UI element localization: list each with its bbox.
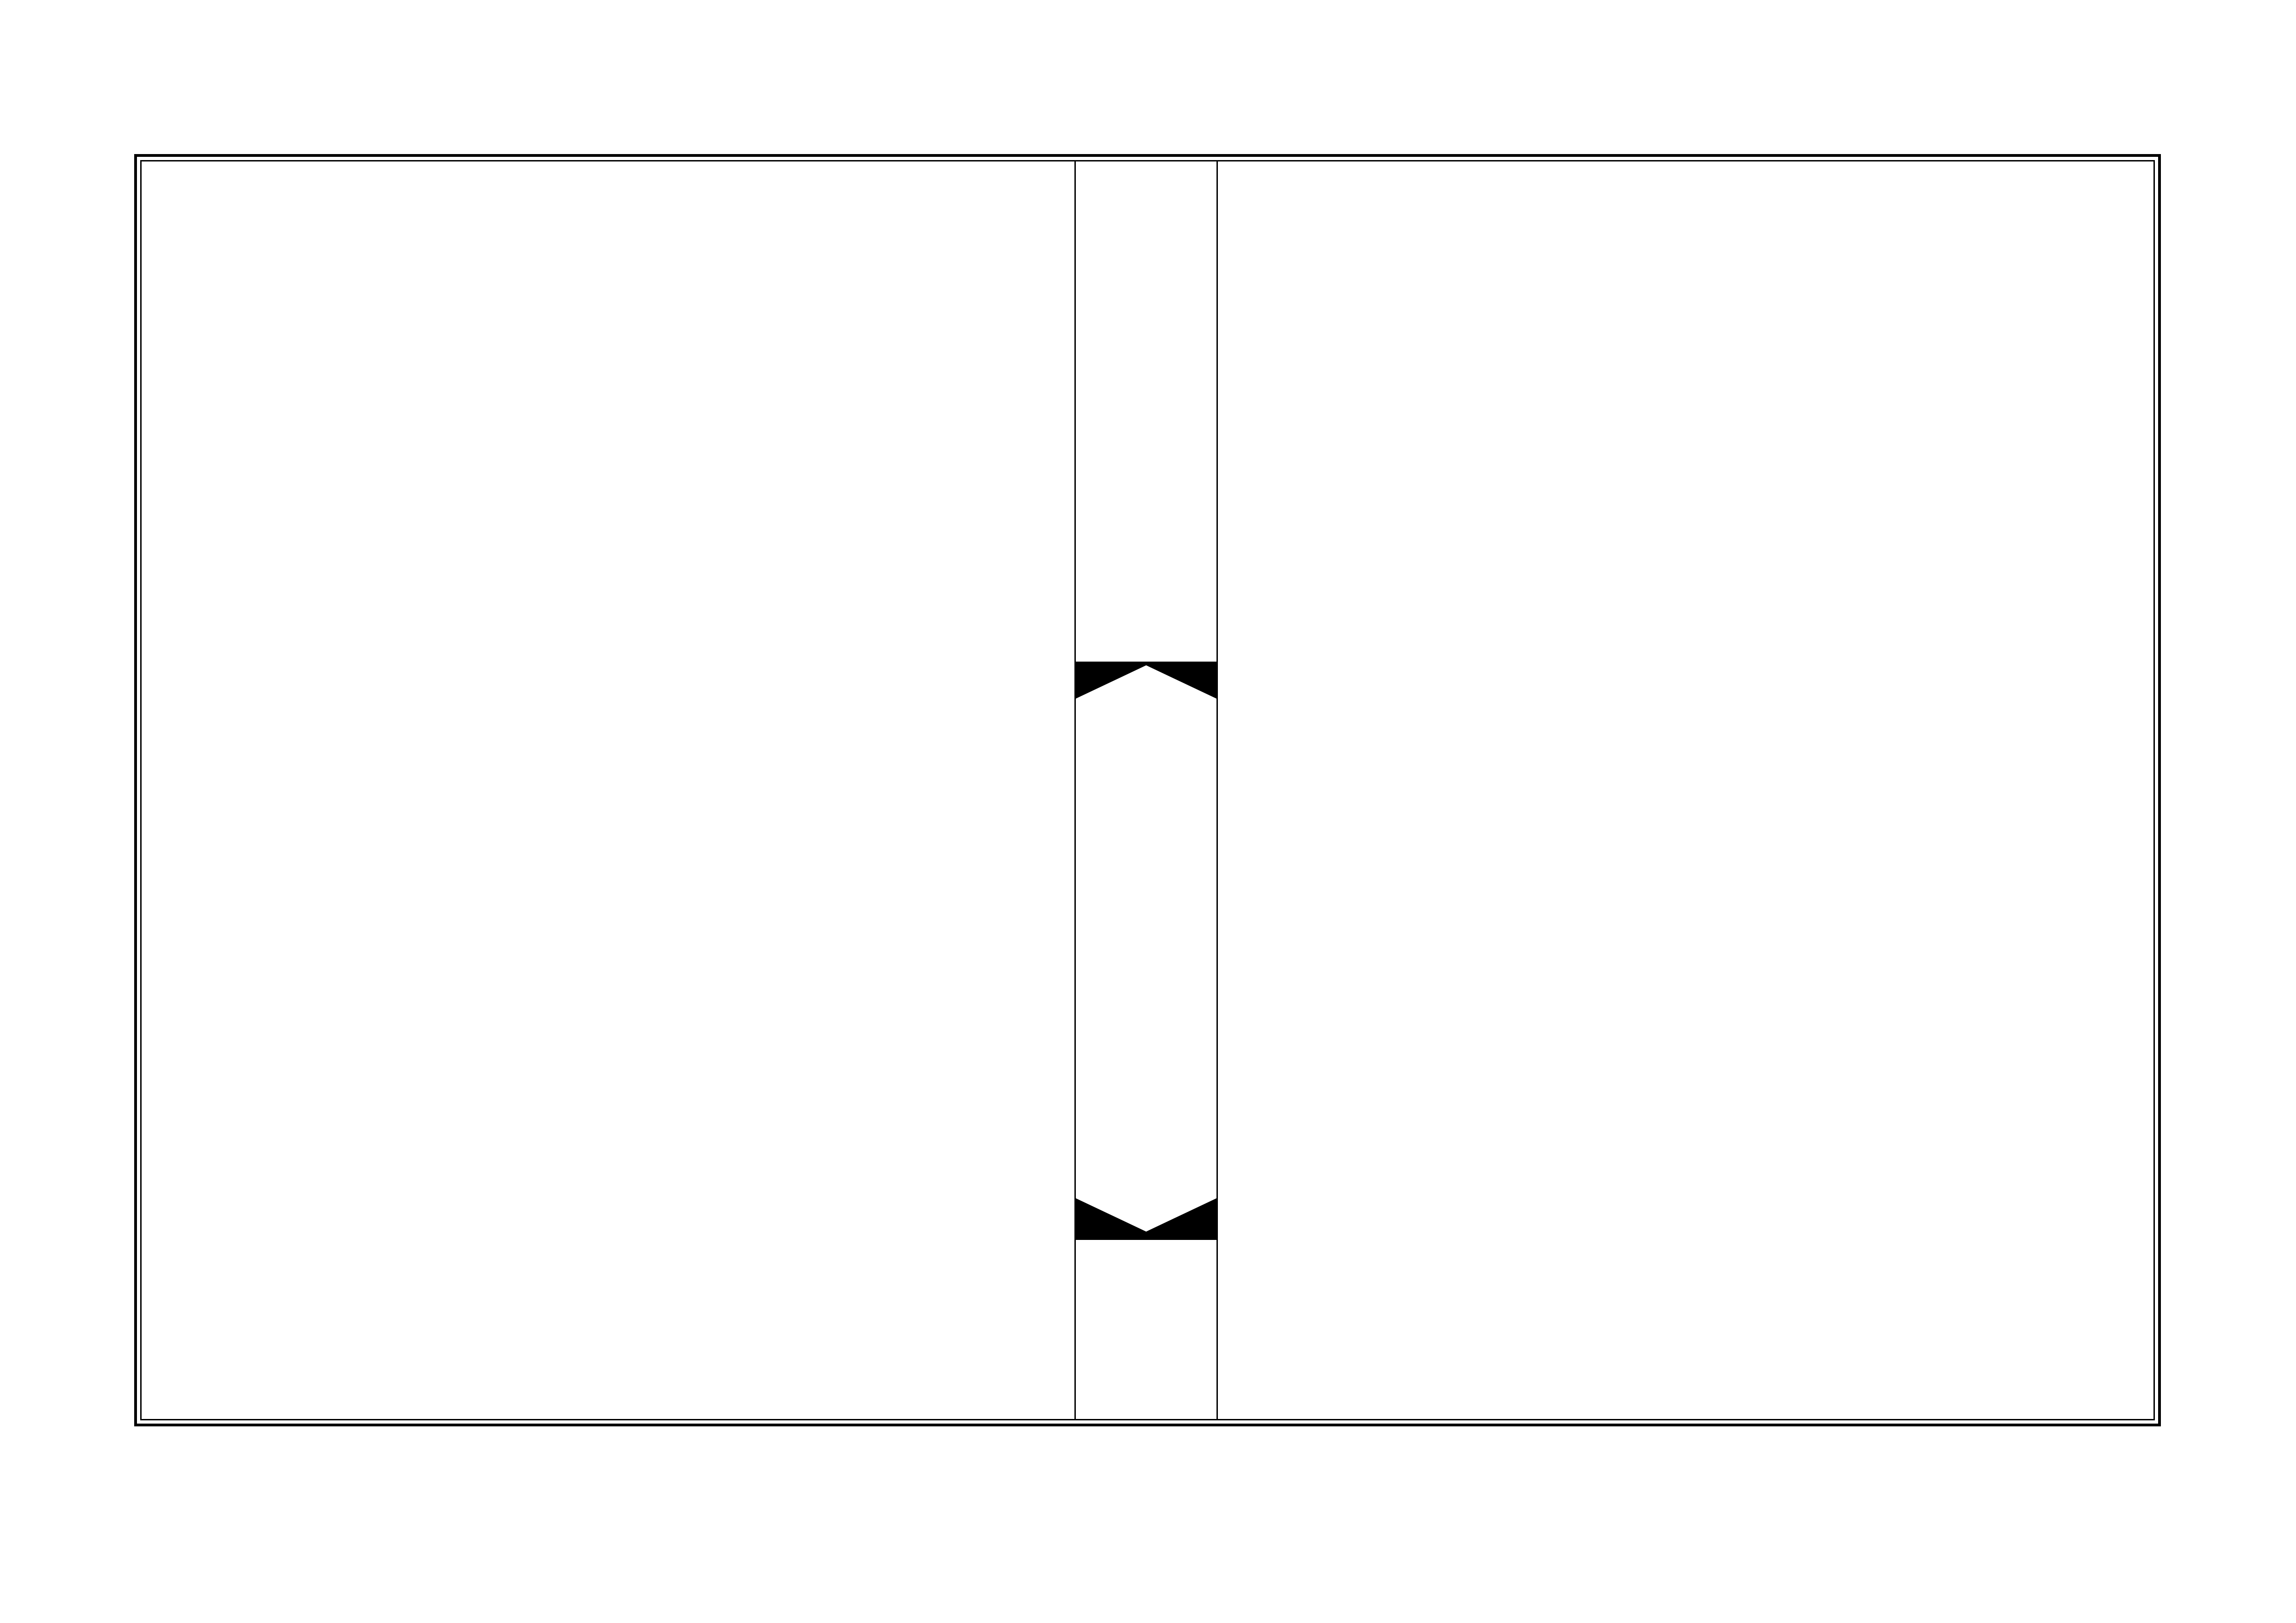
ribbon-top-icon bbox=[1076, 662, 1216, 699]
ribbon-bottom-icon bbox=[1076, 1198, 1216, 1240]
